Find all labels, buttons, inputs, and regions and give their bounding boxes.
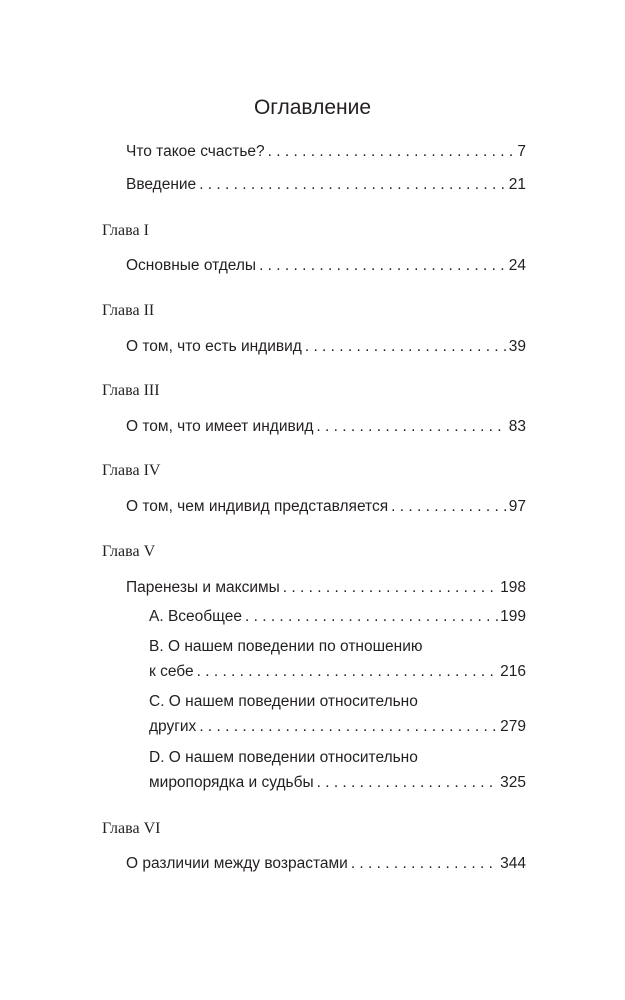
toc-page-number: 199 — [500, 608, 526, 625]
dot-leader — [259, 256, 507, 276]
toc-page-number: 7 — [517, 143, 526, 160]
toc-entry-ch3[interactable] — [126, 417, 526, 437]
toc-page-number: 216 — [500, 663, 526, 680]
toc-page-number: 21 — [508, 176, 526, 193]
toc-entry-ch5-d-line1: D. О нашем поведении относительно — [149, 749, 418, 766]
dot-leader — [283, 578, 498, 598]
dot-leader — [245, 607, 498, 627]
toc-entry-label: к себе — [149, 663, 194, 680]
toc-entry-happiness[interactable] — [126, 142, 526, 162]
toc-entry-introduction[interactable] — [126, 175, 526, 195]
chapter-heading-1: Глава I — [102, 222, 149, 239]
dot-leader — [351, 854, 498, 874]
dot-leader — [268, 142, 516, 162]
toc-entry-label: Введение — [126, 176, 197, 193]
toc-entry-label: О том, что имеет индивид — [126, 418, 314, 435]
dot-leader — [391, 497, 507, 517]
toc-page-number: 83 — [508, 418, 526, 435]
dot-leader — [199, 175, 507, 195]
toc-entry-ch5-a[interactable] — [149, 607, 526, 627]
toc-entry-label: других — [149, 718, 197, 735]
toc-entry-ch1[interactable] — [126, 256, 526, 276]
toc-entry-label: А. Всеобщее — [149, 608, 242, 625]
toc-entry-ch5-d[interactable] — [149, 773, 526, 793]
toc-entry-label: О том, что есть индивид — [126, 338, 302, 355]
toc-page-number: 279 — [500, 718, 526, 735]
toc-entry-label: О различии между возрастами — [126, 855, 348, 872]
dot-leader — [197, 662, 499, 682]
toc-entry-label: Основные отделы — [126, 257, 257, 274]
toc-entry-ch5[interactable] — [126, 578, 526, 598]
toc-entry-ch5-b[interactable] — [149, 662, 526, 682]
toc-entry-label: Что такое счастье? — [126, 143, 265, 160]
dot-leader — [317, 773, 499, 793]
toc-page-number: 198 — [500, 579, 526, 596]
toc-page-number: 24 — [508, 257, 526, 274]
chapter-heading-5: Глава V — [102, 543, 156, 560]
chapter-heading-4: Глава IV — [102, 462, 161, 479]
toc-entry-ch5-b-line1: B. О нашем поведении по отношению — [149, 638, 423, 655]
toc-entry-ch5-c[interactable] — [149, 717, 526, 737]
toc-page-number: 39 — [508, 338, 526, 355]
toc-entry-label: О том, чем индивид представляется — [126, 498, 389, 515]
toc-page-number: 325 — [500, 774, 526, 791]
page-title: Оглавление — [253, 96, 372, 119]
chapter-heading-2: Глава II — [102, 302, 155, 319]
toc-entry-label: миропорядка и судьбы — [149, 774, 314, 791]
toc-page-number: 344 — [500, 855, 526, 872]
toc-entry-label: Парeнезы и максимы — [126, 579, 280, 596]
chapter-heading-3: Глава III — [102, 382, 160, 399]
toc-entry-ch5-c-line1: C. О нашем поведении относительно — [149, 693, 418, 710]
dot-leader — [305, 337, 507, 357]
chapter-heading-6: Глава VI — [102, 820, 161, 837]
toc-entry-ch4[interactable] — [126, 497, 526, 517]
toc-entry-ch6[interactable] — [126, 854, 526, 874]
toc-page-number: 97 — [508, 498, 526, 515]
dot-leader — [199, 717, 498, 737]
toc-entry-ch2[interactable] — [126, 337, 526, 357]
dot-leader — [316, 417, 506, 437]
